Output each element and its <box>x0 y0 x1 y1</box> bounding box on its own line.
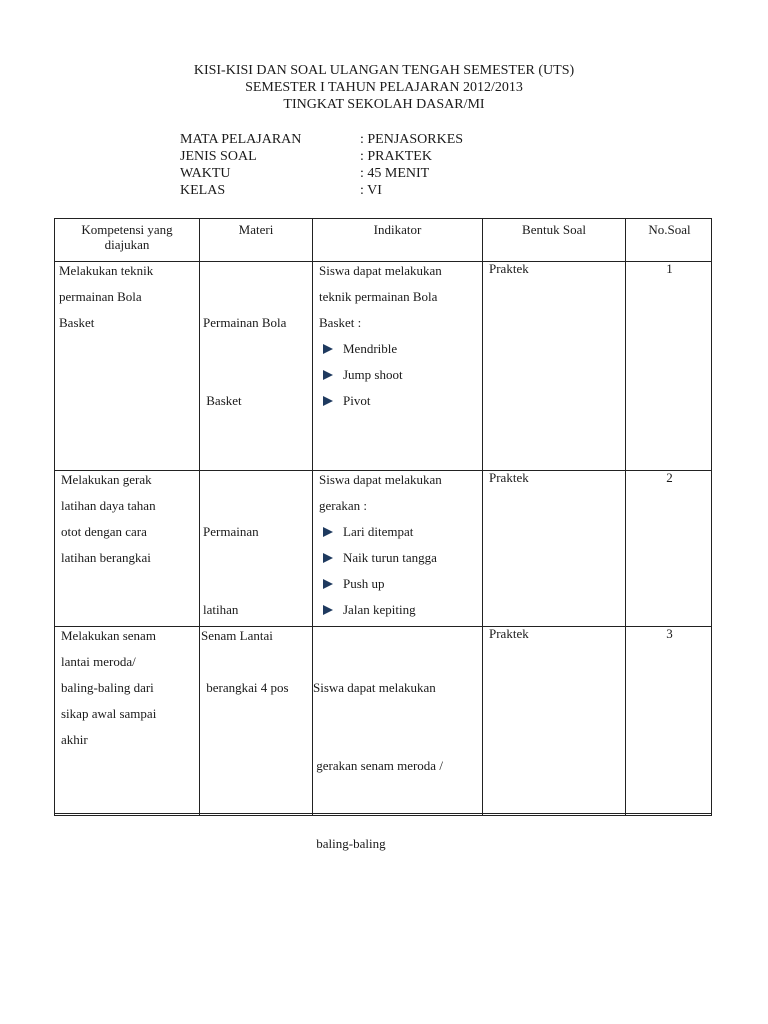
text-line: latihan <box>203 602 239 617</box>
text-line: sikap awal sampai <box>61 706 157 721</box>
list-item <box>319 336 442 362</box>
row2-indikator <box>319 467 442 623</box>
list-item-label: Pivot <box>343 393 371 408</box>
header-bentuk-soal: Bentuk Soal <box>522 222 586 237</box>
row3-indikator <box>313 623 443 909</box>
text-line: Basket <box>59 315 95 330</box>
text-line: Siswa dapat melakukan <box>319 472 442 487</box>
text-line: Senam Lantai <box>201 628 273 643</box>
bullet-arrow-icon <box>323 370 333 380</box>
meta-row-subject <box>180 131 463 148</box>
text-line: Permainan <box>203 524 259 539</box>
text-line: teknik permainan Bola <box>319 289 438 304</box>
row1-materi <box>203 258 286 466</box>
text-line: Basket <box>203 393 242 408</box>
text-line: Melakukan senam <box>61 628 156 643</box>
meta-row-type <box>180 148 463 165</box>
text-line: Siswa dapat melakukan <box>319 263 442 278</box>
text-line: baling-baling <box>313 836 386 851</box>
text-line: berangkai 4 pos <box>203 680 289 695</box>
meta-label: MATA PELAJARAN <box>180 132 302 147</box>
row3-bentuk-soal: Praktek <box>489 626 529 641</box>
text-line: gerakan senam meroda / <box>313 758 443 773</box>
meta-label: JENIS SOAL <box>180 149 257 164</box>
meta-row-class <box>180 182 463 199</box>
text-line: Melakukan gerak <box>61 472 152 487</box>
meta-value: : 45 MENIT <box>360 166 430 181</box>
meta-value: : PENJASORKES <box>360 132 464 147</box>
list-item <box>319 388 442 414</box>
list-item-label: Jalan kepiting <box>343 602 416 617</box>
text-line: otot dengan cara <box>61 524 147 539</box>
text-line: akhir <box>61 732 88 747</box>
row2-bentuk-soal: Praktek <box>489 470 529 485</box>
header-no-soal: No.Soal <box>648 222 691 237</box>
meta-label: KELAS <box>180 183 226 198</box>
row3-materi <box>201 623 273 649</box>
text-line: Permainan Bola <box>203 315 287 330</box>
text-line: latihan daya tahan <box>61 498 156 513</box>
column-divider <box>482 219 483 815</box>
list-item-label: Mendrible <box>343 341 398 356</box>
text-line: Siswa dapat melakukan <box>313 680 436 695</box>
header-level: TINGKAT SEKOLAH DASAR/MI <box>283 97 485 112</box>
meta-info <box>180 131 463 199</box>
row1-bentuk-soal: Praktek <box>489 261 529 276</box>
text-line: gerakan : <box>319 498 368 513</box>
list-item-label: Lari ditempat <box>343 524 414 539</box>
column-divider <box>625 219 626 815</box>
bullet-arrow-icon <box>323 527 333 537</box>
text-line: latihan berangkai <box>61 550 151 565</box>
list-item-label: Naik turun tangga <box>343 550 437 565</box>
list-item <box>319 597 442 623</box>
list-item-label: Push up <box>343 576 385 591</box>
document-header <box>0 62 768 113</box>
text-line: lantai meroda/ <box>61 654 136 669</box>
row3-kompetensi <box>61 623 156 753</box>
header-materi: Materi <box>238 222 274 237</box>
indikator-list <box>319 336 442 414</box>
row2-no-soal: 2 <box>666 470 673 485</box>
row1-indikator <box>319 258 442 414</box>
header-kompetensi: Kompetensi yang diajukan <box>81 222 173 252</box>
list-item <box>319 545 442 571</box>
kisi-kisi-table <box>54 218 712 851</box>
bullet-arrow-icon <box>323 605 333 615</box>
list-item <box>319 571 442 597</box>
header-title: KISI-KISI DAN SOAL ULANGAN TENGAH SEMESTER (UTS) <box>193 63 575 78</box>
bullet-arrow-icon <box>323 579 333 589</box>
header-semester: SEMESTER I TAHUN PELAJARAN 2012/2013 <box>245 80 523 95</box>
meta-row-time <box>180 165 463 182</box>
meta-value: : PRAKTEK <box>360 149 432 164</box>
text-line: Melakukan teknik <box>59 263 154 278</box>
bullet-arrow-icon <box>323 396 333 406</box>
indikator-list <box>319 519 442 623</box>
text-line: Basket : <box>319 315 362 330</box>
row2-materi <box>203 467 289 753</box>
row1-kompetensi <box>59 258 153 336</box>
bullet-arrow-icon <box>323 344 333 354</box>
row2-kompetensi <box>61 467 156 571</box>
text-line: permainan Bola <box>59 289 142 304</box>
meta-value: : VI <box>360 183 382 198</box>
list-item <box>319 362 442 388</box>
text-line: baling-baling dari <box>61 680 154 695</box>
bullet-arrow-icon <box>323 553 333 563</box>
header-indikator: Indikator <box>373 222 422 237</box>
list-item-label: Jump shoot <box>343 367 403 382</box>
column-divider <box>199 219 200 815</box>
row1-no-soal: 1 <box>666 261 673 276</box>
row3-no-soal: 3 <box>666 626 673 641</box>
meta-label: WAKTU <box>180 166 231 181</box>
list-item <box>319 519 442 545</box>
